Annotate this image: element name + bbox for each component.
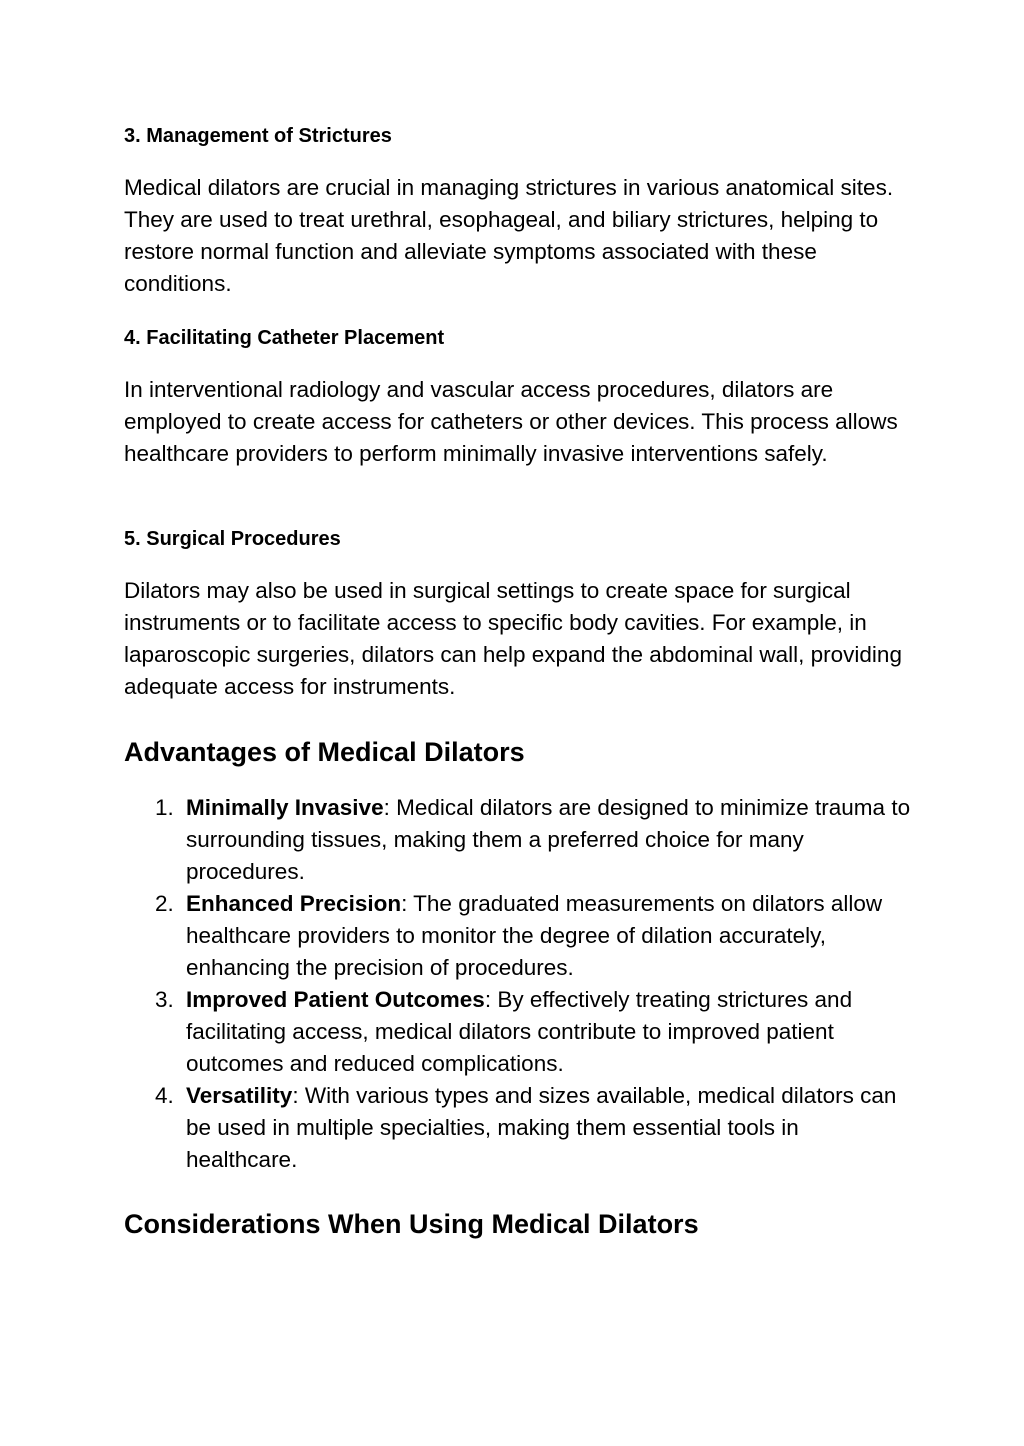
list-item-text: : Medical dilators are designed to minimize trauma to surrounding tissues, making them a preferred choice for many procedures.: [186, 795, 911, 884]
list-item-term: Minimally Invasive: [186, 795, 384, 820]
list-item-text: : With various types and sizes available, medical dilators can be used in multiple specialties, making them essential tools in healthcare.: [186, 1083, 897, 1172]
advantages-list: [124, 792, 914, 1176]
section-text-facilitating-catheter-placement: In interventional radiology and vascular access procedures, dilators are employed to create access for catheters or other devices. This process allows healthcare providers to perform minimally invasive interventions safely.: [124, 377, 898, 466]
list-item-text: : The graduated measurements on dilators allow healthcare providers to monitor the degree of dilation accurately, enhancing the precision of procedures.: [186, 891, 883, 980]
list-item-text: : By effectively treating strictures and facilitating access, medical dilators contribute to improved patient outcomes and reduced complications.: [186, 987, 853, 1076]
list-item: [124, 1080, 914, 1176]
list-item-term: Versatility: [186, 1083, 293, 1108]
section-heading-facilitating-catheter-placement: 4. Facilitating Catheter Placement: [124, 327, 445, 349]
list-item-number: 3.: [155, 987, 174, 1012]
list-item-term: Enhanced Precision: [186, 891, 402, 916]
list-item-term: Improved Patient Outcomes: [186, 987, 485, 1012]
section-text-management-of-strictures: Medical dilators are crucial in managing strictures in various anatomical sites. They are used to treat urethral, esophageal, and biliary strictures, helping to restore normal function and alleviate symptoms associated with these conditions.: [124, 175, 894, 296]
section-text-surgical-procedures: Dilators may also be used in surgical settings to create space for surgical instruments or to facilitate access to specific body cavities. For example, in laparoscopic surgeries, dilators can help expand the abdominal wall, providing adequate access for instruments.: [124, 578, 902, 699]
advantages-heading: Advantages of Medical Dilators: [124, 737, 525, 767]
list-item-number: 1.: [155, 795, 174, 820]
list-item-number: 2.: [155, 891, 174, 916]
list-item: [124, 888, 914, 984]
considerations-heading: Considerations When Using Medical Dilators: [124, 1209, 699, 1239]
list-item: [124, 792, 914, 888]
section-heading-management-of-strictures: 3. Management of Strictures: [124, 125, 392, 147]
section-heading-surgical-procedures: 5. Surgical Procedures: [124, 528, 341, 550]
list-item-number: 4.: [155, 1083, 174, 1108]
list-item: [124, 984, 914, 1080]
